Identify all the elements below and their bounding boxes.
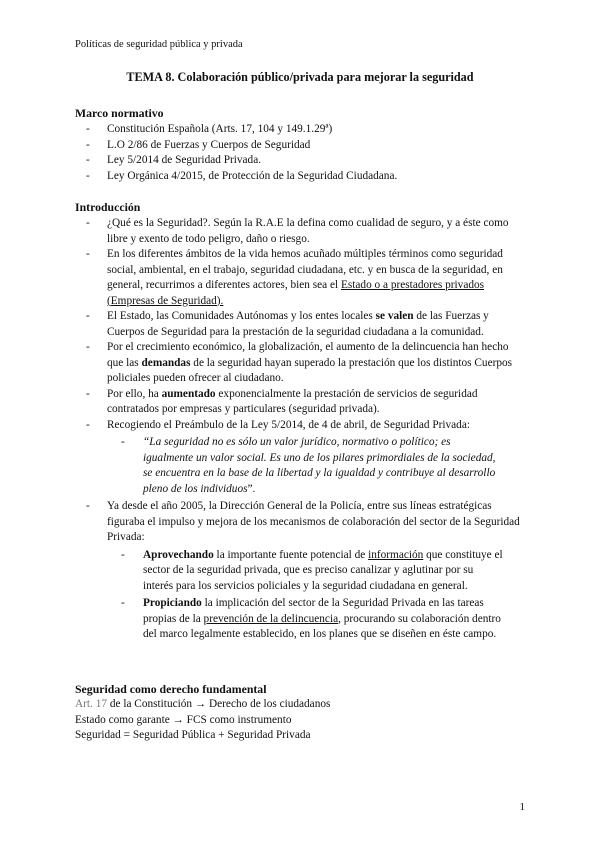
- text: de las Fuerzas y Cuerpos de Seguridad para la prestación de la seguridad ciudadana a la comunidad.: [107, 310, 489, 338]
- faded-text: Art. 17: [75, 698, 108, 710]
- text: , procurando su colaboración dentro del marco legalmente establecido, en los planes que se diseñen en éste campo.: [143, 612, 501, 640]
- list-item: - Ley Orgánica 4/2015, de Protección de la Seguridad Ciudadana.: [107, 169, 527, 185]
- bold-text: demandas: [141, 356, 191, 369]
- text-line: Seguridad = Seguridad Pública + Seguridad Privada: [75, 729, 311, 741]
- running-header: Políticas de seguridad pública y privada: [75, 39, 243, 50]
- introduccion-list: [107, 216, 527, 645]
- text: que constituye el sector de la seguridad privada, que es preciso canalizar y aglutinar por su interés para los servicios policiales y la seguridad ciudadana en general.: [143, 548, 503, 592]
- text: de la Constitución → Derecho de los ciudadanos: [107, 698, 331, 710]
- text: Ya desde el año 2005, la Dirección General de la Policía, entre sus líneas estratégicas figuraba el impulso y mejora de los mecanismos de colaboración del sector de la Seguridad Privada:: [107, 500, 520, 543]
- bold-text: se valen: [375, 310, 414, 322]
- underlined-text: Estado o a prestadores privados (Empresas de Seguridad).: [107, 279, 485, 307]
- quote-list: [143, 435, 503, 497]
- document-title: TEMA 8. Colaboración público/privada para mejorar la seguridad: [126, 70, 474, 84]
- list-item: - Constitución Española (Arts. 17, 104 y 149.1.29ª): [107, 122, 527, 138]
- list-item: - ¿Qué es la Seguridad?. Según la R.A.E la defina como cualidad de seguro, y a éste como libre y exento de todo peligro, daño o riesgo.: [107, 216, 527, 247]
- strategy-item: [143, 596, 503, 643]
- list-item: - L.O 2/86 de Fuerzas y Cuerpos de Seguridad: [107, 138, 527, 154]
- list-item: [107, 340, 527, 387]
- text: Por ello, ha: [107, 387, 162, 400]
- text: la implicación del sector de la Seguridad Privada en las tareas propias de la: [143, 597, 484, 625]
- strategy-list: [143, 548, 503, 643]
- bold-text: aumentado: [161, 387, 216, 400]
- list-item: [107, 247, 527, 309]
- seguridad-lines: [75, 697, 535, 744]
- list-item: [107, 499, 527, 643]
- text-line: Estado como garante → FCS como instrumento: [75, 713, 292, 726]
- bold-text: Aprovechando: [143, 548, 214, 561]
- quote-text: “La seguridad no es sólo un valor jurídico, normativo o político; es igualmente un valor social. Es uno de los pilares primordiales de la sociedad, se encuentra en la base de la libertad y la igualdad y contribuye al desarrollo pleno de los individuos: [143, 436, 496, 495]
- quote-end: ”.: [247, 482, 256, 495]
- bold-text: Propiciando: [143, 597, 202, 609]
- text: Recogiendo el Preámbulo de la Ley 5/2014, de 4 de abril, de Seguridad Privada:: [107, 418, 470, 431]
- list-item: [107, 418, 527, 498]
- page-number: 1: [519, 801, 525, 813]
- list-item: - Ley 5/2014 de Seguridad Privada.: [107, 153, 527, 169]
- list-item: [107, 309, 527, 340]
- heading-introduccion: Introducción: [75, 200, 141, 214]
- text: la importante fuente potencial de: [213, 548, 369, 561]
- text-line: [75, 697, 535, 713]
- strategy-item: [143, 548, 503, 595]
- text: de la seguridad hayan superado la prestación que los distintos Cuerpos policiales pueden ofrecer al ciudadano.: [107, 356, 513, 384]
- heading-seguridad-derecho: Seguridad como derecho fundamental: [75, 682, 267, 696]
- list-item: [107, 387, 527, 418]
- quote-item: [143, 435, 503, 497]
- text: El Estado, las Comunidades Autónomas y los entes locales: [107, 310, 376, 322]
- text: En los diferentes ámbitos de la vida hemos acuñado múltiples términos como seguridad social, ambiental, en el trabajo, seguridad ciudadana, etc. y en busca de la seguridad, en general, recurrimos a diferentes actores, bien sea el: [107, 248, 503, 291]
- underlined-text: prevención de la delincuencia: [203, 612, 339, 625]
- marco-normativo-list: [107, 122, 527, 184]
- underlined-text: información: [368, 548, 424, 561]
- text: Por el crecimiento económico, la globalización, el aumento de la delincuencia han hecho que las: [107, 341, 509, 369]
- heading-marco-normativo: Marco normativo: [75, 106, 164, 120]
- text: exponencialmente la prestación de servicios de seguridad contratados por empresas y particulares (seguridad privada).: [107, 387, 478, 415]
